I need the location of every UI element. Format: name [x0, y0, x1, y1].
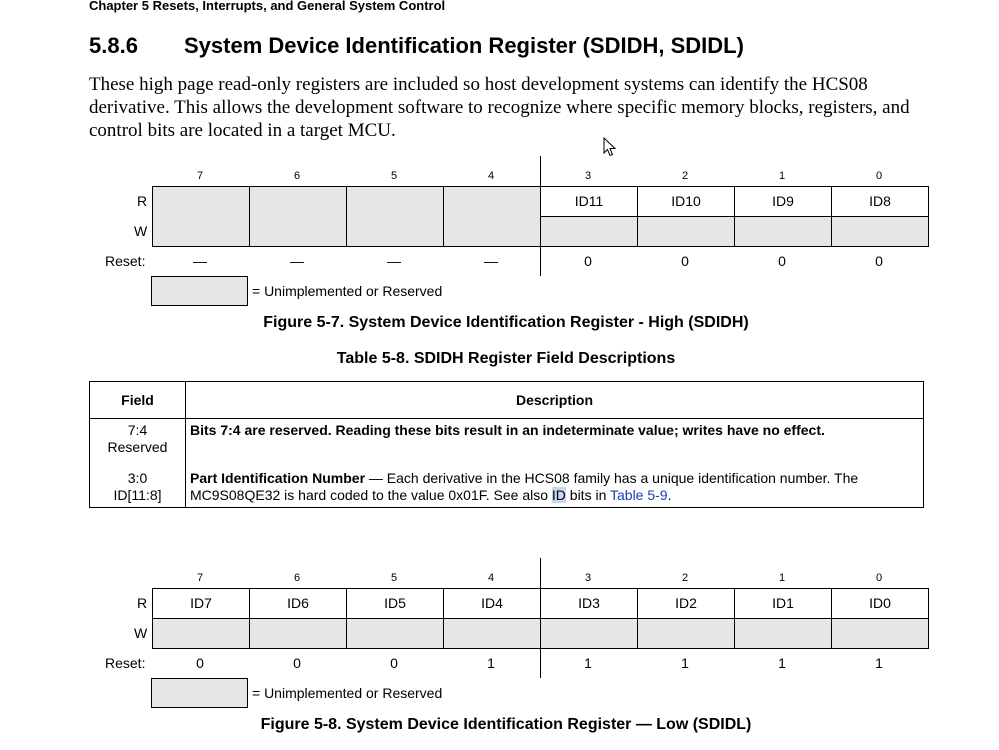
- reset-value: 0: [390, 655, 398, 671]
- reset-value: 0: [778, 253, 786, 269]
- column-header-description: Description: [186, 382, 924, 419]
- field-id0: ID0: [831, 588, 929, 619]
- bit-number: 7: [196, 170, 204, 182]
- sdidl-register-diagram: [0, 402, 999, 733]
- reset-value: 0: [875, 253, 883, 269]
- legend-swatch: [151, 276, 248, 306]
- field-id10: ID10: [637, 186, 735, 217]
- highlighted-text: ID: [551, 487, 566, 503]
- description-text: — Each derivative in the HCS08 family has a unique identification number. The MC9S08QE32 is hard coded to the value 0x01F. See also: [190, 470, 859, 503]
- table-5-9-link[interactable]: Table 5-9: [610, 487, 668, 503]
- field-id9: ID9: [734, 186, 832, 217]
- field-id7: ID7: [152, 588, 250, 619]
- nibble-divider: [540, 558, 541, 678]
- bit-number: 6: [293, 170, 301, 182]
- bit-number: 4: [487, 572, 495, 584]
- field-id3: ID3: [540, 588, 638, 619]
- write-bit-cell: [831, 618, 929, 649]
- field-id11: ID11: [540, 186, 638, 217]
- reset-value: —: [290, 253, 304, 269]
- field-name: ID[11:8]: [113, 487, 162, 503]
- bit-number: 0: [875, 170, 883, 182]
- bit-number: 5: [390, 572, 398, 584]
- read-row-label: R: [137, 595, 148, 611]
- figure-caption: Figure 5-7. System Device Identification Register - High (SDIDH): [263, 314, 749, 331]
- description-text: bits in: [565, 487, 610, 503]
- bit-number: 0: [875, 572, 883, 584]
- write-bit-cell: [734, 216, 832, 247]
- field-id4: ID4: [443, 588, 541, 619]
- bit-number: 3: [584, 170, 592, 182]
- field-id6: ID6: [249, 588, 347, 619]
- figure-caption: Figure 5-8. System Device Identification Register — Low (SDIDL): [260, 716, 752, 733]
- sdidh-register-diagram: [0, 0, 999, 331]
- legend-text: = Unimplemented or Reserved: [252, 283, 443, 299]
- write-row-label: W: [134, 223, 148, 239]
- reset-value: 0: [196, 655, 204, 671]
- reset-value: —: [484, 253, 498, 269]
- bit-number: 1: [778, 572, 786, 584]
- legend-swatch: [151, 678, 248, 708]
- reset-label: Reset:: [105, 253, 146, 269]
- chapter-header: Chapter 5 Resets, Interrupts, and General System Control: [89, 0, 446, 13]
- section-paragraph: These high page read-only registers are included so host development systems can identify the HCS08 derivative. This allows the development software to recognize where specific memory blocks, registers, and control bits are located in a target MCU.: [89, 74, 910, 141]
- field-id2: ID2: [637, 588, 735, 619]
- field-bits: 7:4: [127, 422, 148, 438]
- bit-number: 4: [487, 170, 495, 182]
- reset-value: 1: [778, 655, 786, 671]
- write-bit-cell: [540, 216, 638, 247]
- nibble-divider: [540, 156, 541, 276]
- write-bit-cell: [734, 618, 832, 649]
- column-header-field: Field: [90, 382, 186, 419]
- reset-value: 0: [293, 655, 301, 671]
- bit-number: 5: [390, 170, 398, 182]
- legend-text: = Unimplemented or Reserved: [252, 685, 443, 701]
- bit-number: 2: [681, 572, 689, 584]
- description-bold: Part Identification Number: [190, 470, 366, 486]
- reset-label: Reset:: [105, 655, 146, 671]
- bit-number: 3: [584, 572, 592, 584]
- bit-number: 2: [681, 170, 689, 182]
- write-bit-cell: [831, 216, 929, 247]
- field-id5: ID5: [346, 588, 444, 619]
- reserved-bit-cell: [152, 186, 250, 247]
- reset-value: 1: [584, 655, 592, 671]
- field-id8: ID8: [831, 186, 929, 217]
- description-cell: Bits 7:4 are reserved. Reading these bits result in an indeterminate value; writes have no effect.: [186, 419, 924, 468]
- write-row-label: W: [134, 625, 148, 641]
- reset-value: 0: [584, 253, 592, 269]
- bit-number: 7: [196, 572, 204, 584]
- reset-value: 1: [681, 655, 689, 671]
- table-title: Table 5-8. SDIDH Register Field Descriptions: [336, 350, 676, 367]
- reserved-bit-cell: [249, 186, 347, 247]
- reset-value: 0: [681, 253, 689, 269]
- bit-number: 6: [293, 572, 301, 584]
- description-text: .: [667, 487, 672, 503]
- reset-value: 1: [875, 655, 883, 671]
- write-bit-cell: [346, 618, 444, 649]
- section-number: 5.8.6: [89, 33, 138, 58]
- write-bit-cell: [152, 618, 250, 649]
- write-bit-cell: [249, 618, 347, 649]
- field-name: Reserved: [107, 439, 168, 455]
- reserved-bit-cell: [443, 186, 541, 247]
- write-bit-cell: [637, 216, 735, 247]
- field-id1: ID1: [734, 588, 832, 619]
- write-bit-cell: [540, 618, 638, 649]
- reset-value: —: [387, 253, 401, 269]
- write-bit-cell: [443, 618, 541, 649]
- read-row-label: R: [137, 193, 148, 209]
- reset-value: 1: [487, 655, 495, 671]
- reset-value: —: [193, 253, 207, 269]
- reserved-bit-cell: [346, 186, 444, 247]
- bit-number: 1: [778, 170, 786, 182]
- field-bits: 3:0: [127, 470, 148, 486]
- write-bit-cell: [637, 618, 735, 649]
- section-title: System Device Identification Register (SDIDH, SDIDL): [184, 33, 744, 58]
